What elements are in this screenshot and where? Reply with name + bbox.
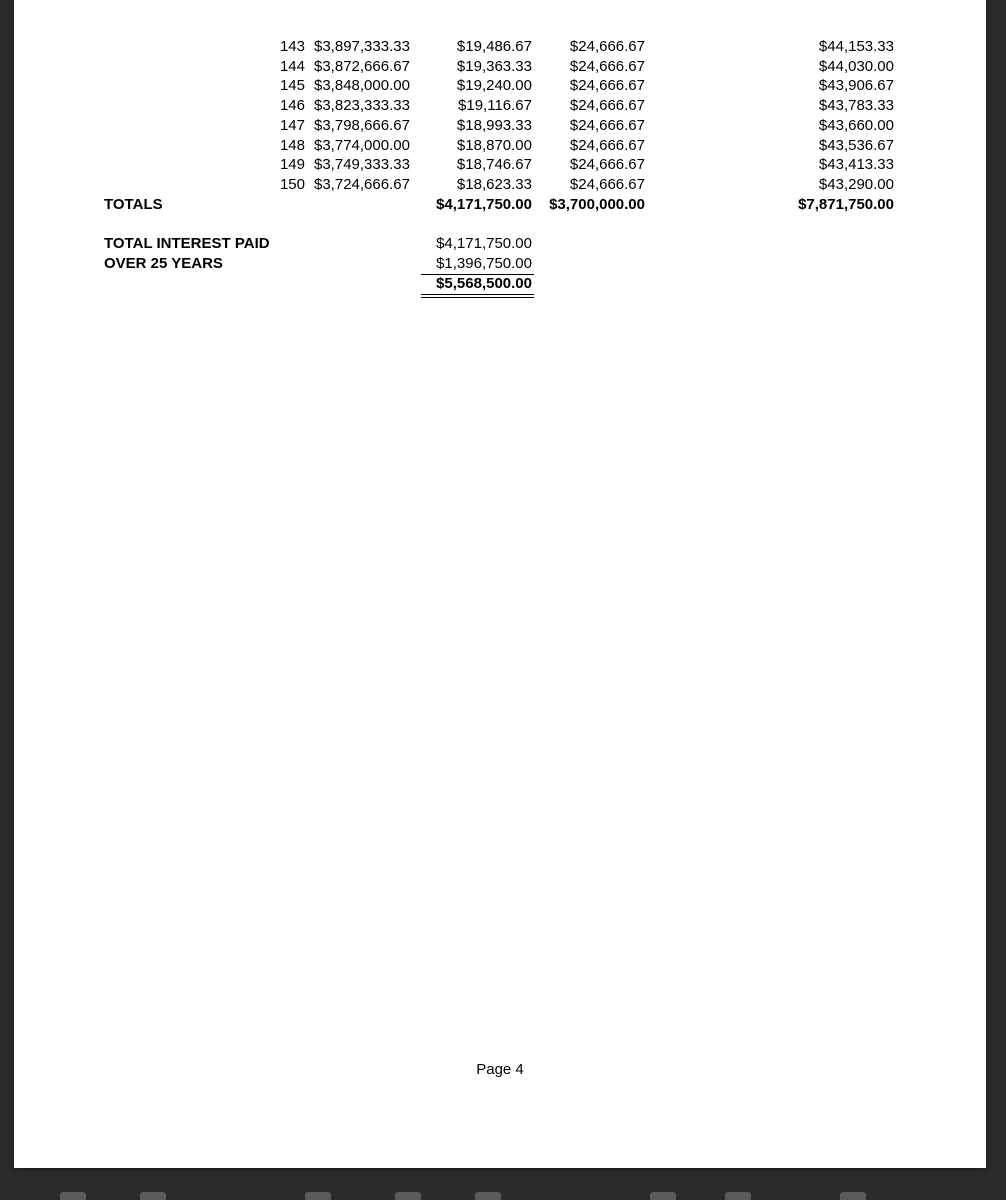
interest-cell: $18,623.33 (456, 175, 532, 193)
balance-cell: $3,774,000.00 (314, 136, 410, 154)
payment-cell: $43,413.33 (818, 156, 894, 174)
principal-cell: $24,666.67 (569, 38, 645, 55)
toolbar-search-icon[interactable] (140, 1192, 166, 1200)
toolbar-image-icon[interactable] (650, 1192, 676, 1200)
period-cell: 145 (279, 77, 305, 95)
summary-label-line2: OVER 25 YEARS (104, 255, 223, 272)
summary-total: $5,568,500.00 (421, 274, 534, 298)
balance-cell: $3,897,333.33 (314, 38, 410, 55)
balance-cell: $3,798,666.67 (314, 116, 410, 134)
totals-label: TOTALS (104, 196, 163, 213)
totals-principal: $3,700,000.00 (549, 196, 645, 213)
balance-cell: $3,872,666.67 (314, 57, 410, 75)
interest-cell: $19,486.67 (456, 38, 532, 55)
period-cell: 148 (279, 136, 305, 154)
balance-cell: $3,724,666.67 (314, 175, 410, 193)
payment-cell: $43,783.33 (818, 97, 894, 115)
balance-cell: $3,749,333.33 (314, 156, 410, 174)
toolbar-bookmark-icon[interactable] (305, 1192, 331, 1200)
period-cell: 147 (279, 116, 305, 134)
balance-cell: $3,848,000.00 (314, 77, 410, 95)
principal-cell: $24,666.67 (569, 116, 645, 134)
payment-cell: $43,906.67 (818, 77, 894, 95)
balance-cell: $3,823,333.33 (314, 97, 410, 115)
summary-value2: $1,396,750.00 (421, 254, 534, 275)
summary-value1: $4,171,750.00 (436, 235, 532, 252)
interest-cell: $18,746.67 (456, 156, 532, 174)
principal-cell: $24,666.67 (569, 77, 645, 95)
toolbar-up-icon[interactable] (60, 1192, 86, 1200)
page-number: Page 4 (476, 1061, 524, 1078)
period-cell: 146 (279, 97, 305, 115)
principal-cell: $24,666.67 (569, 175, 645, 193)
viewer-toolbar (0, 1180, 1006, 1200)
payment-cell: $43,536.67 (818, 136, 894, 154)
payment-cell: $43,290.00 (818, 175, 894, 193)
interest-cell: $18,993.33 (456, 116, 532, 134)
document-page (14, 0, 986, 1168)
principal-cell: $24,666.67 (569, 156, 645, 174)
toolbar-annotate-icon[interactable] (395, 1192, 421, 1200)
interest-cell: $19,116.67 (458, 97, 532, 115)
payment-cell: $43,660.00 (818, 116, 894, 134)
totals-payment: $7,871,750.00 (798, 196, 894, 213)
principal-cell: $24,666.67 (569, 97, 645, 115)
principal-cell: $24,666.67 (569, 136, 645, 154)
interest-cell: $19,240.00 (456, 77, 532, 95)
interest-cell: $19,363.33 (456, 57, 532, 75)
period-cell: 150 (279, 175, 305, 193)
interest-cell: $18,870.00 (456, 136, 532, 154)
payment-cell: $44,153.33 (818, 38, 894, 55)
totals-interest: $4,171,750.00 (436, 196, 532, 213)
period-cell: 143 (279, 38, 305, 55)
period-cell: 144 (279, 57, 305, 75)
toolbar-edit-icon[interactable] (840, 1192, 866, 1200)
period-cell: 149 (279, 156, 305, 174)
summary-label-line1: TOTAL INTEREST PAID (104, 235, 270, 252)
toolbar-page-icon[interactable] (725, 1192, 751, 1200)
toolbar-comment-icon[interactable] (475, 1192, 501, 1200)
payment-cell: $44,030.00 (818, 57, 894, 75)
principal-cell: $24,666.67 (569, 57, 645, 75)
